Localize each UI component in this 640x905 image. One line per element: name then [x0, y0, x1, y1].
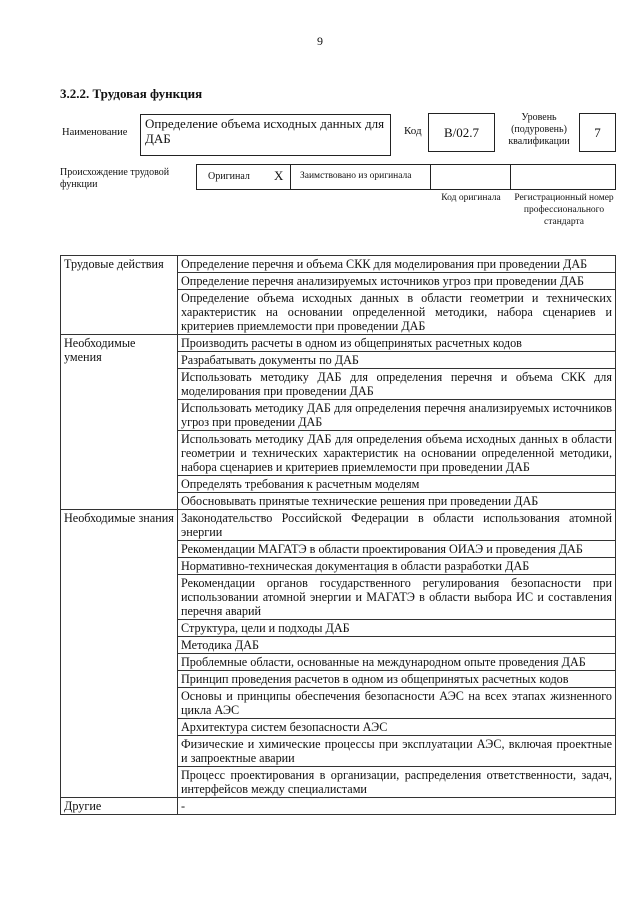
section-title: 3.2.2. Трудовая функция	[60, 86, 203, 101]
name-value-box	[140, 114, 391, 156]
knowledge-item: Процесс проектирования в организации, распределения ответственности, задач, интерфейсов между специалистами	[178, 767, 616, 798]
knowledge-item: Проблемные области, основанные на международном опыте проведения ДАБ	[178, 654, 616, 671]
table-row	[61, 256, 616, 273]
skill-item: Обосновывать принятые технические решения при проведении ДАБ	[178, 493, 616, 510]
table-row	[61, 510, 616, 541]
origin-borrowed: Заимствовано из оригинала	[300, 171, 412, 181]
origin-divider	[290, 164, 291, 190]
actions-label: Трудовые действия	[61, 256, 178, 335]
caption-reg: Регистрационный номер профессионального стандарта	[514, 193, 614, 227]
name-value: Определение объема исходных данных для ДАБ	[145, 116, 385, 146]
other-label: Другие	[61, 798, 178, 815]
code-value: B/02.7	[428, 113, 495, 152]
level-label: Уровень (подуровень) квалификации	[508, 112, 570, 147]
skill-item: Использовать методику ДАБ для определения перечня анализируемых источников угроз при проведении ДАБ	[178, 400, 616, 431]
knowledge-label: Необходимые знания	[61, 510, 178, 798]
skill-item: Использовать методику ДАБ для определения перечня и объема СКК для моделирования при проведении ДАБ	[178, 369, 616, 400]
skill-item: Разрабатывать документы по ДАБ	[178, 352, 616, 369]
knowledge-item: Принцип проведения расчетов в одном из общепринятых расчетных кодов	[178, 671, 616, 688]
knowledge-item: Рекомендации органов государственного регулирования безопасности при использовании атомной энергии и МАГАТЭ в области выбора ИС и составления перечня аварий	[178, 575, 616, 620]
origin-divider	[510, 164, 511, 190]
action-item: Определение перечня и объема СКК для моделирования при проведении ДАБ	[178, 256, 616, 273]
knowledge-item: Законодательство Российской Федерации в области использования атомной энергии	[178, 510, 616, 541]
origin-divider	[430, 164, 431, 190]
knowledge-item: Физические и химические процессы при эксплуатации АЭС, включая проектные и запроектные аварии	[178, 736, 616, 767]
knowledge-item: Архитектура систем безопасности АЭС	[178, 719, 616, 736]
page-number: 9	[317, 34, 323, 48]
skill-item: Определять требования к расчетным моделям	[178, 476, 616, 493]
skill-item: Использовать методику ДАБ для определения объема исходных данных в области геометрии и технических характеристик на основании определенной методики, набора сценариев и критериев приемлемости при проведении ДАБ	[178, 431, 616, 476]
knowledge-item: Нормативно-техническая документация в области разработки ДАБ	[178, 558, 616, 575]
action-item: Определение перечня анализируемых источников угроз при проведении ДАБ	[178, 273, 616, 290]
caption-code: Код оригинала	[441, 193, 501, 203]
knowledge-item: Методика ДАБ	[178, 637, 616, 654]
knowledge-item: Основы и принципы обеспечения безопасности АЭС на всех этапах жизненного цикла АЭС	[178, 688, 616, 719]
code-label: Код	[404, 125, 422, 137]
action-item: Определение объема исходных данных в области геометрии и технических характеристик на основании определенной методики, набора сценариев и критериев приемлемости при проведении ДАБ	[178, 290, 616, 335]
origin-mark: X	[274, 168, 284, 183]
function-table	[60, 255, 616, 815]
origin-original: Оригинал	[208, 171, 250, 182]
knowledge-item: Структура, цели и подходы ДАБ	[178, 620, 616, 637]
name-label: Наименование	[62, 127, 128, 138]
skills-label: Необходимые умения	[61, 335, 178, 510]
table-row	[61, 798, 616, 815]
level-value: 7	[579, 113, 616, 152]
table-row	[61, 335, 616, 352]
skill-item: Производить расчеты в одном из общепринятых расчетных кодов	[178, 335, 616, 352]
origin-label: Происхождение трудовой функции	[60, 167, 170, 190]
other-value: -	[178, 798, 616, 815]
knowledge-item: Рекомендации МАГАТЭ в области проектирования ОИАЭ и проведения ДАБ	[178, 541, 616, 558]
